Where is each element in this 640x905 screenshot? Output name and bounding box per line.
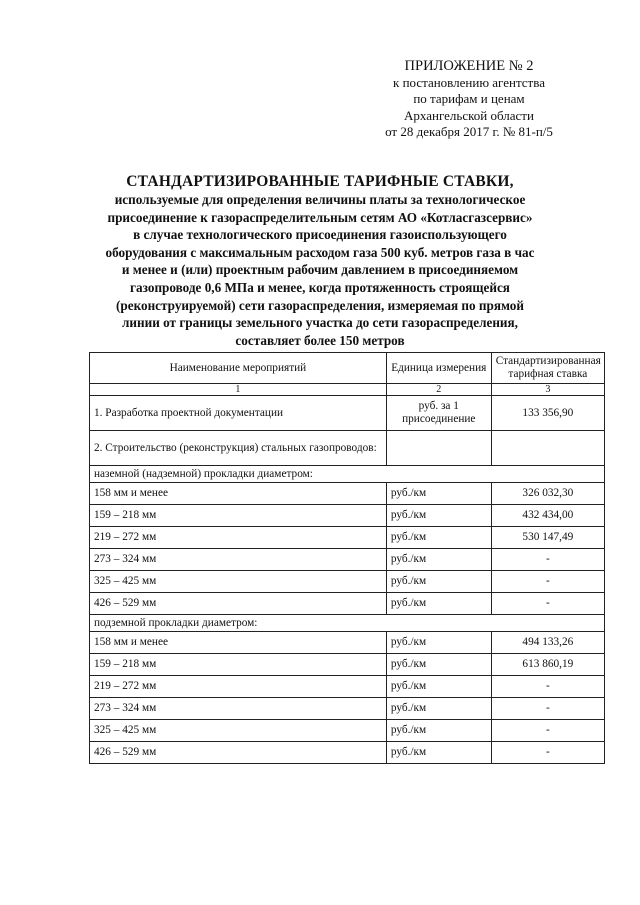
row-unit: руб./км <box>386 549 491 571</box>
subtitle-line: газопроводе 0,6 МПа и менее, когда протяженность строящейся <box>130 279 510 295</box>
row-diameter: 325 – 425 мм <box>90 571 387 593</box>
row-diameter: 158 мм и менее <box>90 483 387 505</box>
subtitle-line: линии от границы земельного участка до сети газораспределения, <box>122 315 518 331</box>
subtitle-line: используемые для определения величины платы за технологическое <box>114 192 526 207</box>
row-unit: руб./км <box>386 720 491 742</box>
row-unit: руб./км <box>386 654 491 676</box>
document-title-block <box>84 172 556 349</box>
section-row <box>90 615 605 632</box>
column-number: 2 <box>386 384 491 396</box>
table-row <box>90 396 605 431</box>
table-row <box>90 571 605 593</box>
row-diameter: 219 – 272 мм <box>90 527 387 549</box>
section-row <box>90 466 605 483</box>
row-value: - <box>491 571 604 593</box>
header-rate: Стандартизированная тарифная ставка <box>491 353 604 384</box>
table-row <box>90 720 605 742</box>
row-diameter: 159 – 218 мм <box>90 654 387 676</box>
row-value: - <box>491 720 604 742</box>
row-diameter: 325 – 425 мм <box>90 720 387 742</box>
row-unit: руб./км <box>386 505 491 527</box>
row-unit: руб./км <box>386 593 491 615</box>
subtitle-line: (реконструируемой) сети газораспределения, измеряемая по прямой <box>115 297 524 313</box>
column-number-row <box>90 384 605 396</box>
row-value: 613 860,19 <box>491 654 604 676</box>
document-title: СТАНДАРТИЗИРОВАННЫЕ ТАРИФНЫЕ СТАВКИ, <box>126 173 514 190</box>
column-number: 1 <box>90 384 387 396</box>
table-row <box>90 431 605 466</box>
row-value <box>491 431 604 466</box>
tariff-table <box>89 352 605 764</box>
table-row <box>90 698 605 720</box>
row-diameter: 426 – 529 мм <box>90 593 387 615</box>
header-unit: Единица измерения <box>386 353 491 384</box>
row-value: - <box>491 742 604 764</box>
table-row <box>90 654 605 676</box>
row-diameter: 159 – 218 мм <box>90 505 387 527</box>
row-unit: руб./км <box>386 742 491 764</box>
appendix-line: от 28 декабря 2017 г. № 81-п/5 <box>385 124 553 139</box>
row-diameter: 158 мм и менее <box>90 632 387 654</box>
row-name: 1. Разработка проектной документации <box>90 396 387 431</box>
table-row <box>90 742 605 764</box>
row-name: 2. Строительство (реконструкция) стальных газопроводов: <box>90 431 387 466</box>
subtitle-line: оборудования с максимальным расходом газа 500 куб. метров газа в час <box>105 244 535 260</box>
section-label: наземной (надземной) прокладки диаметром: <box>90 466 605 483</box>
row-unit: руб./км <box>386 571 491 593</box>
table-row <box>90 549 605 571</box>
row-value: - <box>491 593 604 615</box>
row-unit: руб./км <box>386 698 491 720</box>
row-value: 326 032,30 <box>491 483 604 505</box>
header-name: Наименование мероприятий <box>90 353 387 384</box>
row-value: - <box>491 676 604 698</box>
row-value: 530 147,49 <box>491 527 604 549</box>
subtitle-line: в случае технологического присоединения газоиспользующего <box>133 227 507 243</box>
row-diameter: 273 – 324 мм <box>90 549 387 571</box>
table-row <box>90 593 605 615</box>
row-value: 494 133,26 <box>491 632 604 654</box>
table-row <box>90 676 605 698</box>
subtitle-line: присоединение к газораспределительным сетям АО «Котласгазсервис» <box>107 209 533 225</box>
row-diameter: 273 – 324 мм <box>90 698 387 720</box>
row-diameter: 219 – 272 мм <box>90 676 387 698</box>
column-number: 3 <box>491 384 604 396</box>
appendix-block <box>364 58 574 141</box>
appendix-line: к постановлению агентства <box>393 74 545 90</box>
table-row <box>90 632 605 654</box>
table-row <box>90 505 605 527</box>
table-row <box>90 483 605 505</box>
row-value: - <box>491 698 604 720</box>
row-unit: руб./км <box>386 676 491 698</box>
row-diameter: 426 – 529 мм <box>90 742 387 764</box>
table-header-row <box>90 353 605 384</box>
row-unit: руб. за 1 присоединение <box>386 396 491 431</box>
table-row <box>90 527 605 549</box>
row-value: 432 434,00 <box>491 505 604 527</box>
row-unit: руб./км <box>386 527 491 549</box>
row-unit: руб./км <box>386 483 491 505</box>
row-value: 133 356,90 <box>491 396 604 431</box>
row-unit: руб./км <box>386 632 491 654</box>
appendix-title: ПРИЛОЖЕНИЕ № 2 <box>404 58 534 74</box>
appendix-line: по тарифам и ценам <box>413 91 525 106</box>
subtitle-line: составляет более 150 метров <box>235 332 405 348</box>
appendix-line: Архангельской области <box>404 107 534 123</box>
subtitle-line: и менее и (или) проектным рабочим давлением в присоединяемом <box>121 262 519 278</box>
section-label: подземной прокладки диаметром: <box>90 615 605 632</box>
row-value: - <box>491 549 604 571</box>
row-unit <box>386 431 491 466</box>
